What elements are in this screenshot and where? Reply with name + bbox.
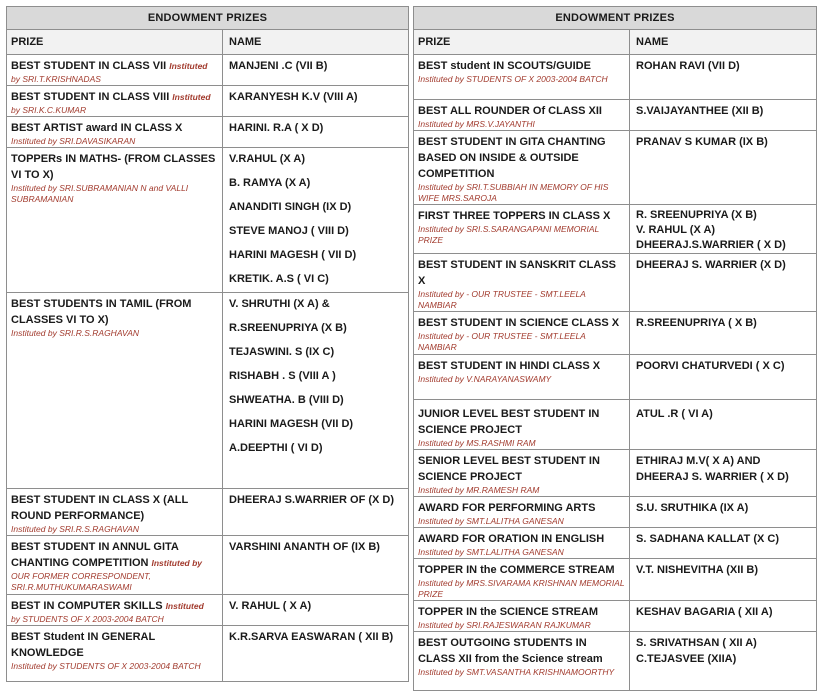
prize-cell (414, 400, 630, 450)
institutor-text: Instituted by - OUR TRUSTEE - SMT.LEELA NAMBIAR (418, 331, 586, 352)
institutor-text: Instituted by MRS.V.JAYANTHI (418, 119, 535, 129)
prize-title: BEST STUDENTS IN TAMIL (FROM CLASSES VI TO X) (11, 298, 192, 326)
student-name: V.RAHUL (X A) (229, 153, 305, 165)
institutor-text: Instituted by STUDENTS OF X 2003-2004 BATCH (11, 661, 201, 671)
prize-cell (7, 536, 223, 595)
name-cell (630, 450, 817, 497)
student-name: DHEERAJ S. WARRIER ( X D) (636, 471, 789, 483)
student-name: V. RAHUL ( X A) (229, 600, 312, 612)
institutor-text: OUR FORMER CORRESPONDENT, SRI.R.MUTHUKUMARASWAMI (11, 571, 151, 592)
prize-title: BEST Student IN GENERAL KNOWLEDGE (11, 631, 156, 659)
prize-title: TOPPER IN the COMMERCE STREAM (418, 564, 615, 576)
table-row (414, 254, 817, 312)
name-cell (630, 559, 817, 601)
name-cell (630, 205, 817, 254)
student-name: DHEERAJ.S.WARRIER ( X D) (636, 239, 786, 251)
institutor-text: Instituted by SRI.DAVASIKARAN (11, 136, 136, 146)
prize-title: FIRST THREE TOPPERS IN CLASS X (418, 210, 611, 222)
institutor-text: Instituted (172, 92, 211, 102)
student-name: S.VAIJAYANTHEE (XII B) (636, 105, 764, 117)
student-name: V. SHRUTHI (X A) & (229, 298, 330, 310)
table-row (414, 497, 817, 528)
table-row (414, 450, 817, 497)
name-cell (223, 626, 409, 682)
student-name: TEJASWINI. S (IX C) (229, 346, 335, 358)
student-name: S. SADHANA KALLAT (X C) (636, 533, 779, 545)
name-cell (630, 632, 817, 691)
prize-cell (7, 117, 223, 148)
name-cell (630, 254, 817, 312)
student-name: PRANAV S KUMAR (IX B) (636, 136, 768, 148)
institutor-text: Instituted by MRS.SIVARAMA KRISHNAN MEMORIAL PRIZE (418, 578, 625, 599)
student-name: RISHABH . S (VIII A ) (229, 370, 336, 382)
table-row (414, 400, 817, 450)
prize-title: BEST STUDENT IN SANSKRIT CLASS X (418, 259, 617, 287)
prize-cell (414, 355, 630, 400)
student-name: K.R.SARVA EASWARAN ( XII B) (229, 631, 394, 643)
prize-title: BEST ARTIST award IN CLASS X (11, 122, 183, 134)
institutor-text: Instituted by SMT.LALITHA GANESAN (418, 547, 564, 557)
table-row (7, 148, 409, 293)
table-row (414, 559, 817, 601)
table-row (7, 55, 409, 86)
table-row (414, 355, 817, 400)
prize-cell (7, 489, 223, 536)
table-row (7, 117, 409, 148)
prize-cell (414, 528, 630, 559)
prize-cell (414, 100, 630, 131)
student-name: KARANYESH K.V (VIII A) (229, 91, 358, 103)
prize-title: BEST STUDENT IN ANNUL GITA CHANTING COMPETITION (11, 541, 179, 569)
institutor-text: Instituted by MS.RASHMI RAM (418, 438, 536, 448)
student-name: DHEERAJ S. WARRIER (X D) (636, 259, 786, 271)
institutor-text: by SRI.T.KRISHNADAS (11, 74, 101, 84)
institutor-text: Instituted by (151, 558, 203, 568)
prize-cell (7, 293, 223, 489)
name-cell (223, 55, 409, 86)
prize-cell (7, 595, 223, 626)
table-row (7, 293, 409, 489)
name-cell (630, 312, 817, 355)
name-cell (630, 100, 817, 131)
prize-cell (414, 559, 630, 601)
table-row (414, 131, 817, 205)
institutor-text: Instituted by MR.RAMESH RAM (418, 485, 540, 495)
prize-cell (414, 450, 630, 497)
prize-title: BEST STUDENT IN SCIENCE CLASS X (418, 317, 620, 329)
prize-cell (414, 131, 630, 205)
student-name: V. RAHUL (X A) (636, 224, 716, 236)
student-name: B. RAMYA (X A) (229, 177, 311, 189)
prize-title: TOPPER IN the SCIENCE STREAM (418, 606, 599, 618)
name-cell (223, 148, 409, 293)
table-row (414, 312, 817, 355)
student-name: S. SRIVATHSAN ( XII A) (636, 637, 757, 649)
table-row (7, 536, 409, 595)
student-name: SHWEATHA. B (VIII D) (229, 394, 344, 406)
institutor-text: Instituted by SRI.T.SUBBIAH IN MEMORY OF HIS WIFE MRS.SAROJA (418, 182, 609, 203)
prize-title: BEST STUDENT IN GITA CHANTING BASED ON INSIDE & OUTSIDE COMPETITION (418, 136, 606, 180)
student-name: POORVI CHATURVEDI ( X C) (636, 360, 785, 372)
prize-cell (7, 626, 223, 682)
column-header-prize: PRIZE (414, 30, 630, 55)
student-name: KESHAV BAGARIA ( XII A) (636, 606, 773, 618)
student-name: ETHIRAJ M.V( X A) AND (636, 455, 761, 467)
prize-title: SENIOR LEVEL BEST STUDENT IN SCIENCE PROJECT (418, 455, 600, 483)
prize-title: BEST IN COMPUTER SKILLS (11, 600, 163, 612)
prize-title: AWARD FOR PERFORMING ARTS (418, 502, 596, 514)
student-name: S.U. SRUTHIKA (IX A) (636, 502, 749, 514)
prize-title: TOPPERs IN MATHS- (FROM CLASSES VI TO X) (11, 153, 216, 181)
student-name: VARSHINI ANANTH OF (IX B) (229, 541, 380, 553)
prize-cell (7, 55, 223, 86)
name-cell (630, 131, 817, 205)
prize-cell (414, 632, 630, 691)
student-name: STEVE MANOJ ( VIII D) (229, 225, 349, 237)
student-name: HARINI MAGESH (VII D) (229, 418, 354, 430)
name-cell (630, 497, 817, 528)
student-name: V.T. NISHEVITHA (XII B) (636, 564, 759, 576)
table-title: ENDOWMENT PRIZES (7, 7, 409, 30)
institutor-text: Instituted by SRI.S.SARANGAPANI MEMORIAL PRIZE (418, 224, 600, 245)
institutor-text: Instituted (165, 601, 204, 611)
prize-title: BEST STUDENT IN HINDI CLASS X (418, 360, 601, 372)
student-name: R. SREENUPRIYA (X B) (636, 209, 757, 221)
prize-cell (414, 205, 630, 254)
institutor-text: Instituted (169, 61, 208, 71)
column-header-name: NAME (223, 30, 409, 55)
prize-title: BEST student IN SCOUTS/GUIDE (418, 60, 591, 72)
prize-title: BEST OUTGOING STUDENTS IN CLASS XII from the Science stream (418, 637, 603, 665)
name-cell (223, 293, 409, 489)
name-cell (223, 117, 409, 148)
student-name: R.SREENUPRIYA ( X B) (636, 317, 757, 329)
student-name: HARINI MAGESH ( VII D) (229, 249, 357, 261)
student-name: DHEERAJ S.WARRIER OF (X D) (229, 494, 395, 506)
prize-title: BEST ALL ROUNDER Of CLASS XII (418, 105, 602, 117)
student-name: ATUL .R ( VI A) (636, 408, 713, 420)
student-name: A.DEEPTHI ( VI D) (229, 442, 323, 454)
prize-cell (414, 601, 630, 632)
table-row (7, 595, 409, 626)
column-header-prize: PRIZE (7, 30, 223, 55)
student-name: C.TEJASVEE (XIIA) (636, 653, 737, 665)
table-row (414, 205, 817, 254)
prize-title: AWARD FOR ORATION IN ENGLISH (418, 533, 605, 545)
table-row (414, 601, 817, 632)
name-cell (630, 55, 817, 100)
prize-cell (414, 497, 630, 528)
institutor-text: Instituted by SRI.SUBRAMANIAN N and VALLI SUBRAMANIAN (11, 183, 189, 204)
student-name: ANANDITI SINGH (IX D) (229, 201, 352, 213)
name-cell (223, 536, 409, 595)
name-cell (223, 86, 409, 117)
prize-cell (414, 55, 630, 100)
name-cell (630, 528, 817, 559)
prize-cell (414, 254, 630, 312)
table-title: ENDOWMENT PRIZES (414, 7, 817, 30)
table-row (7, 489, 409, 536)
prize-cell (7, 148, 223, 293)
institutor-text: by STUDENTS OF X 2003-2004 BATCH (11, 614, 164, 624)
endowment-table-left (6, 6, 409, 682)
name-cell (630, 355, 817, 400)
institutor-text: Instituted by SRI.R.S.RAGHAVAN (11, 524, 140, 534)
student-name: MANJENI .C (VII B) (229, 60, 328, 72)
student-name: KRETIK. A.S ( VI C) (229, 273, 329, 285)
name-cell (630, 601, 817, 632)
institutor-text: by SRI.K.C.KUMAR (11, 105, 87, 115)
prize-title: BEST STUDENT IN CLASS VIII (11, 91, 170, 103)
institutor-text: Instituted by STUDENTS OF X 2003-2004 BATCH (418, 74, 608, 84)
table-row (7, 86, 409, 117)
name-cell (223, 595, 409, 626)
institutor-text: Instituted by V.NARAYANASWAMY (418, 374, 552, 384)
institutor-text: Instituted by - OUR TRUSTEE - SMT.LEELA NAMBIAR (418, 289, 586, 310)
table-row (414, 55, 817, 100)
institutor-text: Instituted by SMT.LALITHA GANESAN (418, 516, 564, 526)
institutor-text: Instituted by SRI.RAJESWARAN RAJKUMAR (418, 620, 591, 630)
prize-title: BEST STUDENT IN CLASS X (ALL ROUND PERFORMANCE) (11, 494, 189, 522)
prize-title: JUNIOR LEVEL BEST STUDENT IN SCIENCE PROJECT (418, 408, 600, 436)
institutor-text: Instituted by SRI.R.S.RAGHAVAN (11, 328, 140, 338)
table-row (414, 100, 817, 131)
table-row (7, 626, 409, 682)
name-cell (223, 489, 409, 536)
student-name: HARINI. R.A ( X D) (229, 122, 324, 134)
student-name: ROHAN RAVI (VII D) (636, 60, 740, 72)
table-row (414, 528, 817, 559)
column-header-name: NAME (630, 30, 817, 55)
endowment-table-right (413, 6, 817, 691)
table-row (414, 632, 817, 691)
prize-cell (414, 312, 630, 355)
prize-title: BEST STUDENT IN CLASS VII (11, 60, 167, 72)
institutor-text: Instituted by SMT.VASANTHA KRISHNAMOORTHY (418, 667, 615, 677)
student-name: R.SREENUPRIYA (X B) (229, 322, 347, 334)
name-cell (630, 400, 817, 450)
prize-cell (7, 86, 223, 117)
